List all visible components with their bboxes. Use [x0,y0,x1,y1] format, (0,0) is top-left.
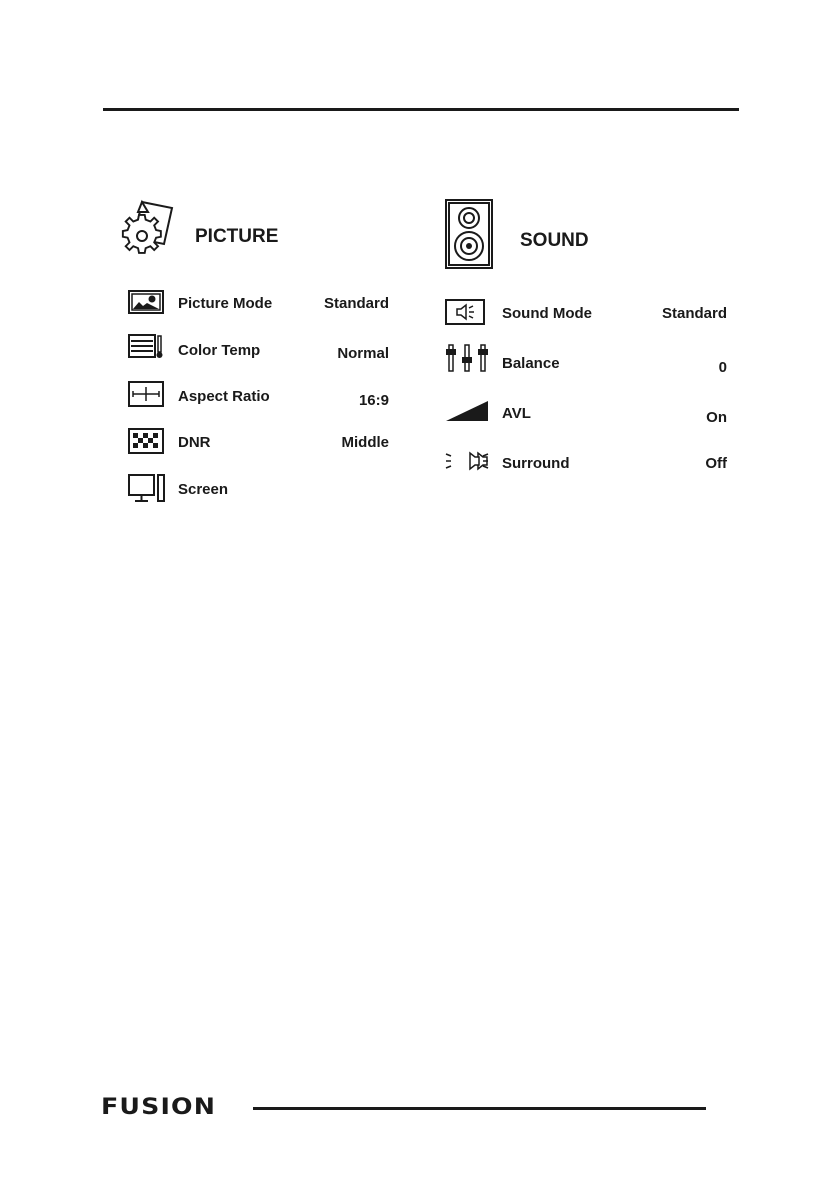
picture-section-title: PICTURE [195,226,279,247]
picture-settings-icon [120,198,182,260]
surround-icon [445,450,489,472]
surround-label[interactable]: Surround [502,455,570,472]
speaker-icon [445,199,493,269]
balance-value[interactable]: 0 [718,359,727,376]
aspect-ratio-label[interactable]: Aspect Ratio [178,388,270,405]
balance-label[interactable]: Balance [502,355,560,372]
sound-section-title: SOUND [520,230,589,251]
picture-mode-label[interactable]: Picture Mode [178,295,273,312]
color-temp-label[interactable]: Color Temp [178,342,261,359]
picture-mode-icon [128,290,164,314]
avl-icon [445,400,489,422]
dnr-icon [128,428,164,454]
avl-value[interactable]: On [706,409,727,426]
color-temp-icon [128,334,164,360]
avl-label[interactable]: AVL [502,405,531,422]
dnr-label[interactable]: DNR [178,434,211,451]
balance-icon [445,343,489,373]
sound-mode-icon [445,299,485,325]
sound-mode-label[interactable]: Sound Mode [502,305,592,322]
dnr-value[interactable]: Middle [341,434,389,451]
color-temp-value[interactable]: Normal [337,345,389,362]
aspect-ratio-icon [128,381,164,407]
fusion-logo: FUSION [101,1095,217,1120]
aspect-ratio-value[interactable]: 16:9 [358,392,389,409]
screen-label[interactable]: Screen [178,481,229,498]
screen-icon [128,474,166,504]
surround-value[interactable]: Off [705,455,727,472]
top-divider [103,108,739,111]
sound-mode-value[interactable]: Standard [661,305,727,322]
picture-mode-value[interactable]: Standard [323,295,389,312]
bottom-divider [253,1107,706,1110]
